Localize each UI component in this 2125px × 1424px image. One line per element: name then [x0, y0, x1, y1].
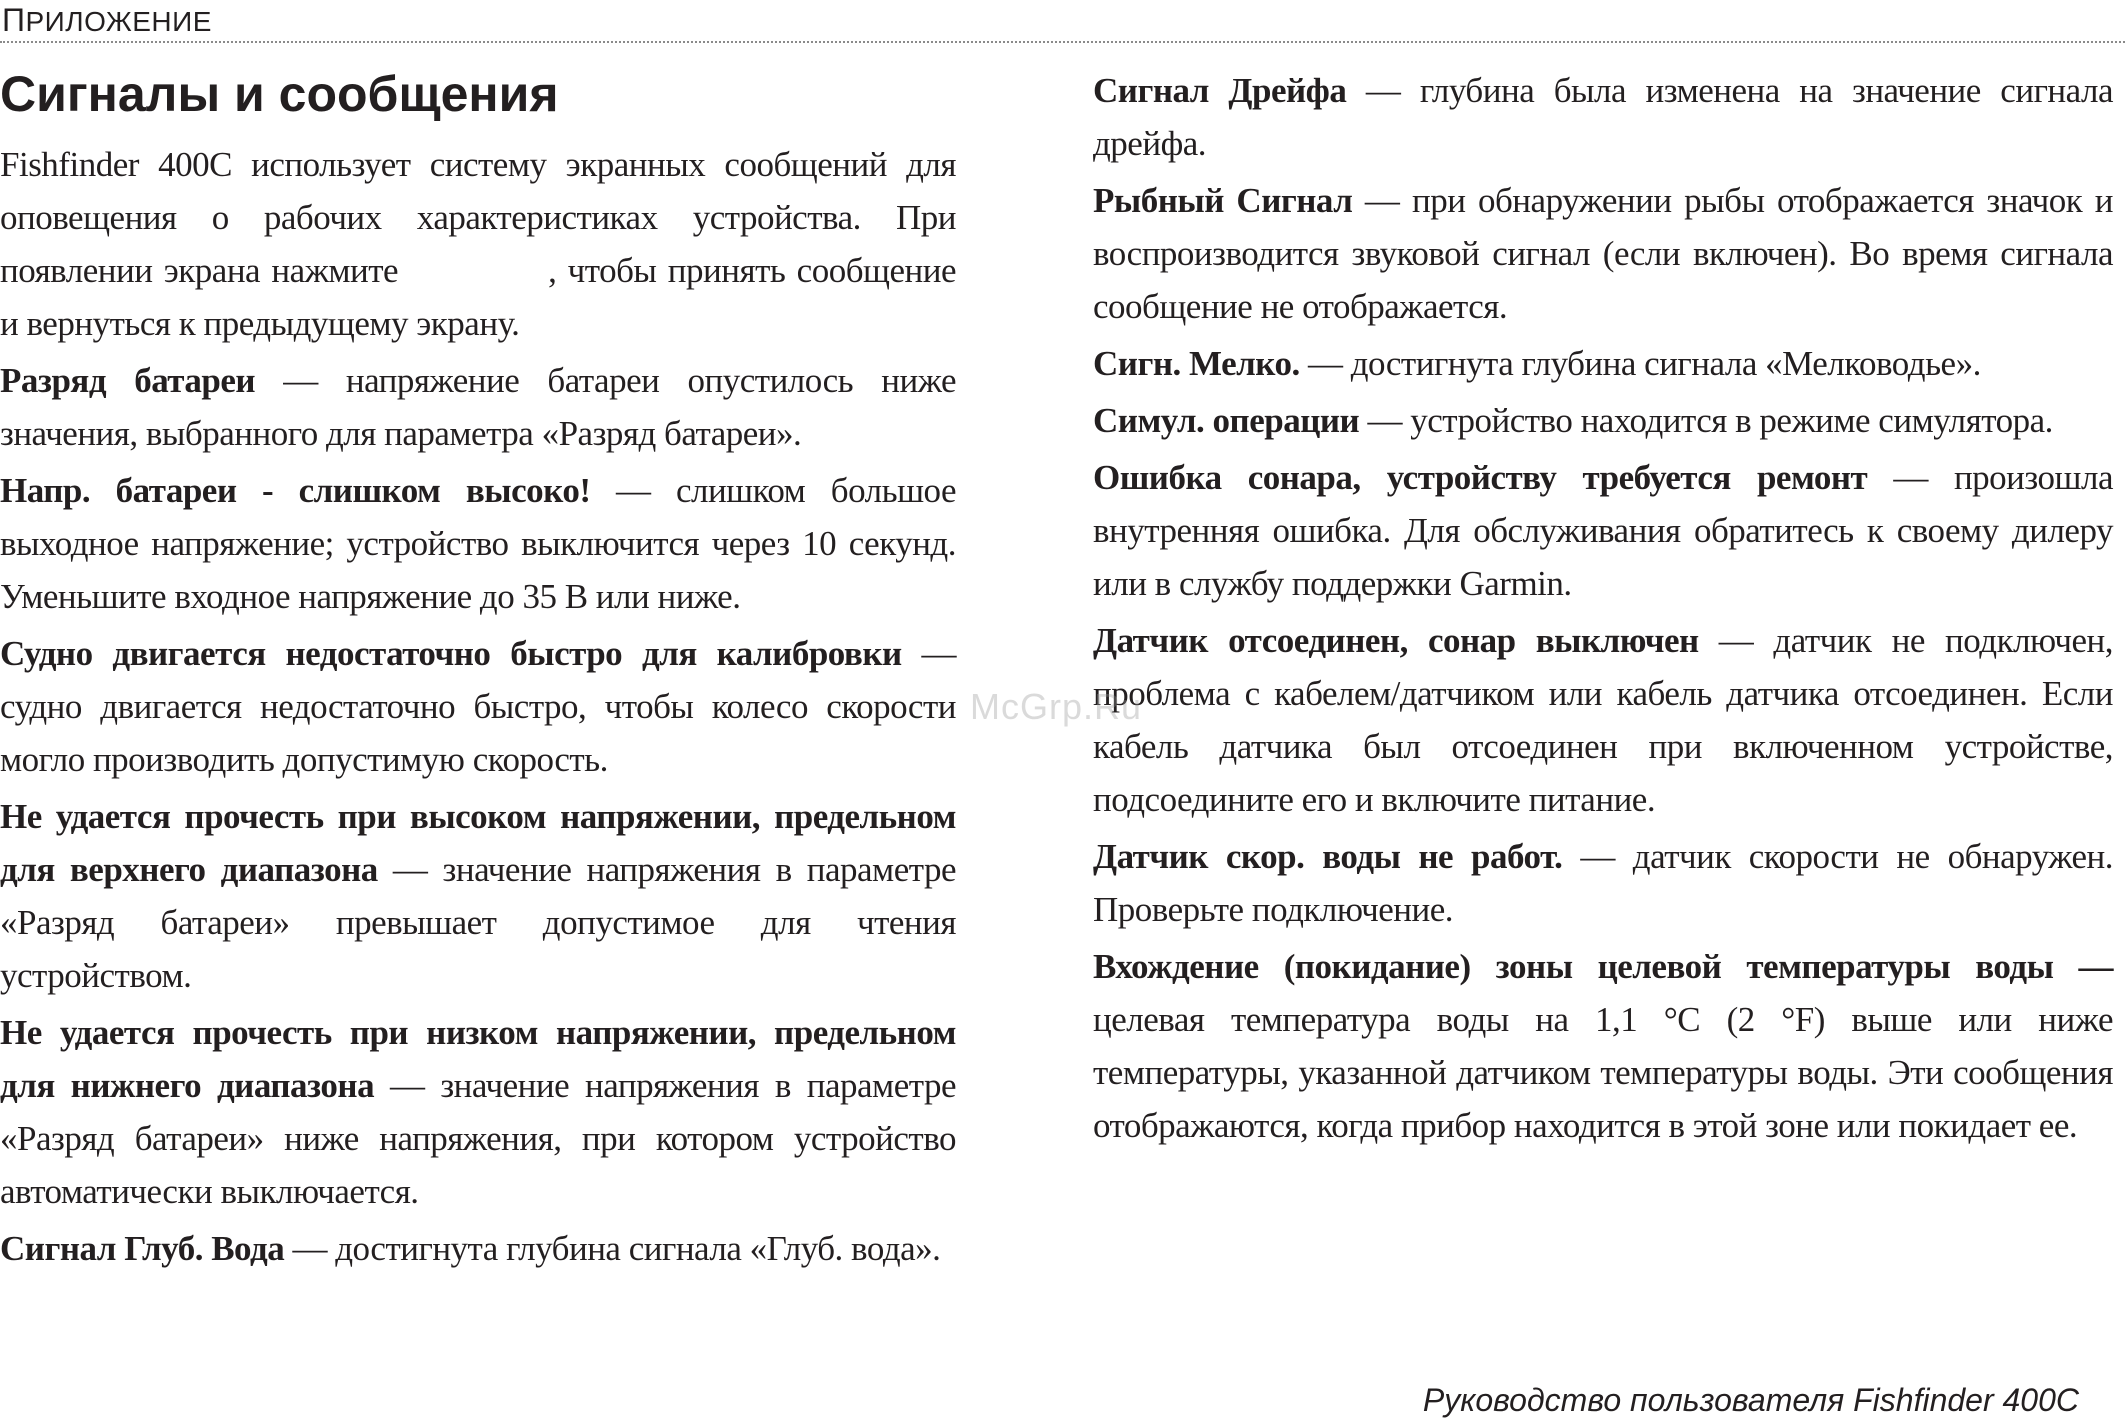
- entry-description: — слишком большое выходное напряжение; устройство выключится через 10 секунд. Уменьшите входное напряжение до 35 В или ниже.: [0, 471, 956, 616]
- entry-shallow-alarm: [1093, 337, 2113, 390]
- entry-term: Рыбный Сигнал: [1093, 181, 1353, 220]
- entry-term: Разряд батареи: [0, 361, 256, 400]
- intro-paragraph: [0, 138, 956, 350]
- entry-description: — устройство находится в режиме симулятора.: [1359, 401, 2053, 440]
- entry-term: Вхождение (покидание) зоны целевой температуры воды —: [1093, 947, 2113, 986]
- entry-description: — глубина была изменена на значение сигнала дрейфа.: [1093, 71, 2113, 163]
- entry-description: — датчик не подключен, проблема с кабелем/датчиком или кабель датчика отсоединен. Если кабель датчика был отсоединен при включенном устройстве, подсоедините его и включите питание.: [1093, 621, 2113, 819]
- entry-battery-low: [0, 354, 956, 460]
- entry-description: целевая температура воды на 1,1 °C (2 °F) выше или ниже температуры, указанной датчиком температуры воды. Эти сообщения отображаются, когда прибор находится в этой зоне или покидает ее.: [1093, 1000, 2113, 1145]
- watermark: McGrp.Ru: [970, 686, 1143, 727]
- entry-term: Напр. батареи - слишком высоко!: [0, 471, 591, 510]
- entry-voltage-high-limit: [0, 790, 956, 1002]
- page-title: Сигналы и сообщения: [0, 66, 559, 122]
- entry-description: — произошла внутренняя ошибка. Для обслуживания обратитесь к своему дилеру или в службу поддержки Garmin.: [1093, 458, 2113, 603]
- intro-text-before-key: Fishfinder 400C использует систему экранных сообщений для оповещения о рабочих характеристиках устройства. При появлении экрана нажмите: [0, 145, 956, 290]
- entry-fish-alarm: [1093, 174, 2113, 333]
- entry-description: — напряжение батареи опустилось ниже значения, выбранного для параметра «Разряд батареи».: [0, 361, 956, 453]
- entry-transducer-disconnected: [1093, 614, 2113, 826]
- entry-term: Ошибка сонара, устройству требуется ремонт: [1093, 458, 1868, 497]
- entry-term: Сигнал Дрейфа: [1093, 71, 1347, 110]
- entry-drift-alarm: [1093, 64, 2113, 170]
- entry-description: — достигнута глубина сигнала «Глуб. вода».: [284, 1229, 941, 1268]
- entry-term: Датчик скор. воды не работ.: [1093, 837, 1563, 876]
- entry-deep-water-alarm: [0, 1222, 956, 1275]
- header-divider: [0, 41, 2125, 43]
- entry-sonar-error: [1093, 451, 2113, 610]
- entry-water-speed-sensor: [1093, 830, 2113, 936]
- entry-description: — достигнута глубина сигнала «Мелководье».: [1299, 344, 1981, 383]
- entry-term: Не удается прочесть при низком напряжении, предельном для нижнего диапазона: [0, 1013, 956, 1105]
- entry-term: Симул. операции: [1093, 401, 1360, 440]
- entry-description: — значение напряжения в параметре «Разряд батареи» превышает допустимое для чтения устройством.: [0, 850, 956, 995]
- entry-term: Сигн. Мелко.: [1093, 344, 1300, 383]
- section-label: [2, 2, 212, 39]
- page-footer: Руководство пользователя Fishfinder 400C: [1422, 1382, 2079, 1418]
- entry-description: — при обнаружении рыбы отображается значок и воспроизводится звуковой сигнал (если включен). Во время сигнала сообщение не отображается.: [1093, 181, 2114, 326]
- entry-water-temp-zone: [1093, 940, 2113, 1152]
- entry-term: Судно двигается недостаточно быстро для калибровки: [0, 634, 902, 673]
- entry-voltage-low-limit: [0, 1006, 956, 1218]
- entry-calibration-speed: [0, 627, 956, 786]
- right-column: [1093, 64, 2113, 1156]
- entry-term: Датчик отсоединен, сонар выключен: [1093, 621, 1699, 660]
- section-label-rest: РИЛОЖЕНИЕ: [25, 6, 212, 37]
- left-column: [0, 138, 956, 1279]
- entry-term: Сигнал Глуб. Вода: [0, 1229, 285, 1268]
- entry-simulator: [1093, 394, 2113, 447]
- entry-description: — судно двигается недостаточно быстро, чтобы колесо скорости могло производить допустимую скорость.: [0, 634, 956, 779]
- entry-battery-high: [0, 464, 956, 623]
- entry-description: — значение напряжения в параметре «Разряд батареи» ниже напряжения, при котором устройство автоматически выключается.: [0, 1066, 957, 1211]
- entry-description: — датчик скорости не обнаружен. Проверьте подключение.: [1093, 837, 2113, 929]
- section-label-initial: П: [2, 2, 26, 38]
- intro-text-after-key: , чтобы принять сообщение и вернуться к предыдущему экрану.: [0, 251, 956, 343]
- entry-term: Не удается прочесть при высоком напряжении, предельном для верхнего диапазона: [0, 797, 956, 889]
